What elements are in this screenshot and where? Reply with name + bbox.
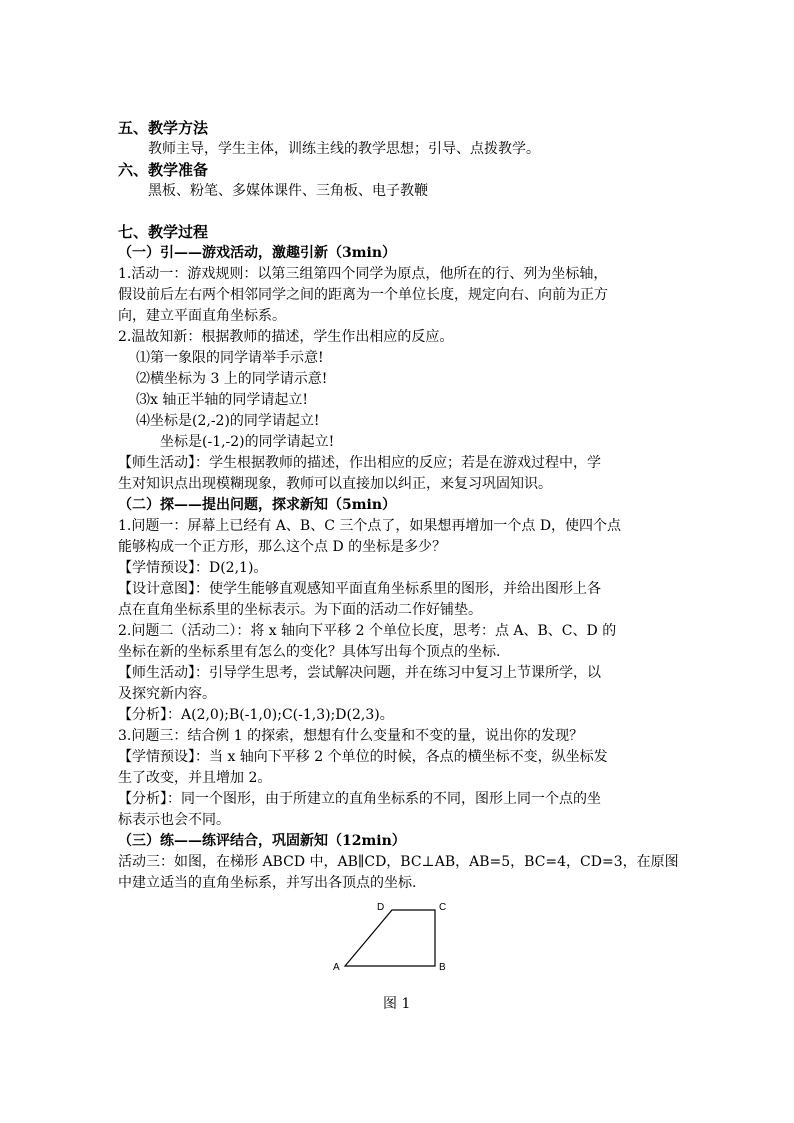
section-5-text: 教师主导，学生主体，训练主线的教学思想；引导、点拨教学。 bbox=[148, 141, 540, 157]
activity-1-line: 向，建立平面直角坐标系。 bbox=[118, 308, 286, 324]
teacher-activity-2-line: 【师生活动】：引导学生思考，尝试解决问题，并在练习中复习上节课所学，以 bbox=[118, 665, 601, 681]
question-2-line: 2.问题二（活动二）：将 x 轴向下平移 2 个单位长度，思考：点 A、B、C、D 的 bbox=[118, 623, 617, 639]
section-7-heading: 七、教学过程 bbox=[118, 223, 209, 241]
analysis-2-line: 【分析】：同一个图形，由于所建立的直角坐标系的不同，图形上同一个点的坐 bbox=[118, 791, 601, 807]
section-6-heading: 六、教学准备 bbox=[118, 161, 209, 179]
part-3-title: （三）练——练评结合，巩固新知（12min） bbox=[118, 833, 406, 849]
teacher-activity-line: 生对知识点出现模糊现象，教师可以直接加以纠正，来复习巩固知识。 bbox=[118, 476, 552, 492]
part-1-title: （一）引——游戏活动，激趣引新（3min） bbox=[118, 245, 397, 261]
prompt-q3: ⑶x 轴正半轴的同学请起立! bbox=[136, 392, 308, 408]
activity-3-line: 中建立适当的直角坐标系，并写出各顶点的坐标. bbox=[118, 875, 417, 891]
prompt-q5: 坐标是(-1,-2)的同学请起立! bbox=[160, 434, 335, 450]
design-intent-line: 点在直角坐标系里的坐标表示。为下面的活动二作好铺垫。 bbox=[118, 602, 482, 618]
vertex-label-d: D bbox=[377, 902, 385, 913]
question-1-line: 1.问题一：屏幕上已经有 A、B、C 三个点了，如果想再增加一个点 D，使四个点 bbox=[118, 518, 622, 534]
vertex-label-a: A bbox=[333, 962, 340, 973]
learning-prediction: 【学情预设】：D(2,1)。 bbox=[118, 560, 268, 576]
analysis-2-line: 标表示也会不同。 bbox=[118, 812, 230, 828]
analysis-1: 【分析】：A(2,0);B(-1,0);C(-1,3);D(2,3)。 bbox=[118, 707, 394, 723]
prompt-q4: ⑷坐标是(2,-2)的同学请起立! bbox=[136, 413, 320, 429]
review-line: 2.温故知新：根据教师的描述，学生作出相应的反应。 bbox=[118, 329, 454, 345]
vertex-label-b: B bbox=[439, 962, 446, 973]
figure-caption: 图 1 bbox=[383, 996, 411, 1012]
learning-prediction-2-line: 【学情预设】：当 x 轴向下平移 2 个单位的时候，各点的横坐标不变，纵坐标发 bbox=[118, 749, 608, 765]
prompt-q1: ⑴第一象限的同学请举手示意! bbox=[136, 350, 324, 366]
learning-prediction-2-line: 生了改变，并且增加 2。 bbox=[118, 770, 272, 786]
activity-1-line: 1.活动一：游戏规则：以第三组第四个同学为原点，他所在的行、列为坐标轴， bbox=[118, 266, 608, 282]
question-3: 3.问题三：结合例 1 的探索，想想有什么变量和不变的量，说出你的发现？ bbox=[118, 728, 584, 744]
vertex-label-c: C bbox=[439, 902, 447, 913]
section-5-heading: 五、教学方法 bbox=[118, 119, 209, 137]
teacher-activity-line: 【师生活动】：学生根据教师的描述，作出相应的反应；若是在游戏过程中，学 bbox=[118, 455, 601, 471]
part-2-title: （二）探——提出问题，探求新知（5min） bbox=[118, 497, 397, 513]
section-6-text: 黑板、粉笔、多媒体课件、三角板、电子教鞭 bbox=[148, 183, 428, 199]
activity-3-line: 活动三：如图，在梯形 ABCD 中，AB∥CD，BC⊥AB，AB=5，BC=4，CD=3，在原图 bbox=[118, 854, 679, 870]
activity-1-line: 假设前后左右两个相邻同学之间的距离为一个单位长度，规定向右、向前为正方 bbox=[118, 287, 608, 303]
design-intent-line: 【设计意图】：使学生能够直观感知平面直角坐标系里的图形，并给出图形上各 bbox=[118, 581, 601, 597]
question-1-line: 能够构成一个正方形，那么这个点 D 的坐标是多少？ bbox=[118, 539, 447, 555]
teacher-activity-2-line: 及探究新内容。 bbox=[118, 686, 216, 702]
prompt-q2: ⑵横坐标为 3 上的同学请示意! bbox=[136, 371, 328, 387]
question-2-line: 坐标在新的坐标系里有怎么的变化？具体写出每个顶点的坐标. bbox=[118, 644, 501, 660]
trapezoid-figure bbox=[330, 898, 454, 976]
trapezoid-shape bbox=[345, 910, 435, 966]
